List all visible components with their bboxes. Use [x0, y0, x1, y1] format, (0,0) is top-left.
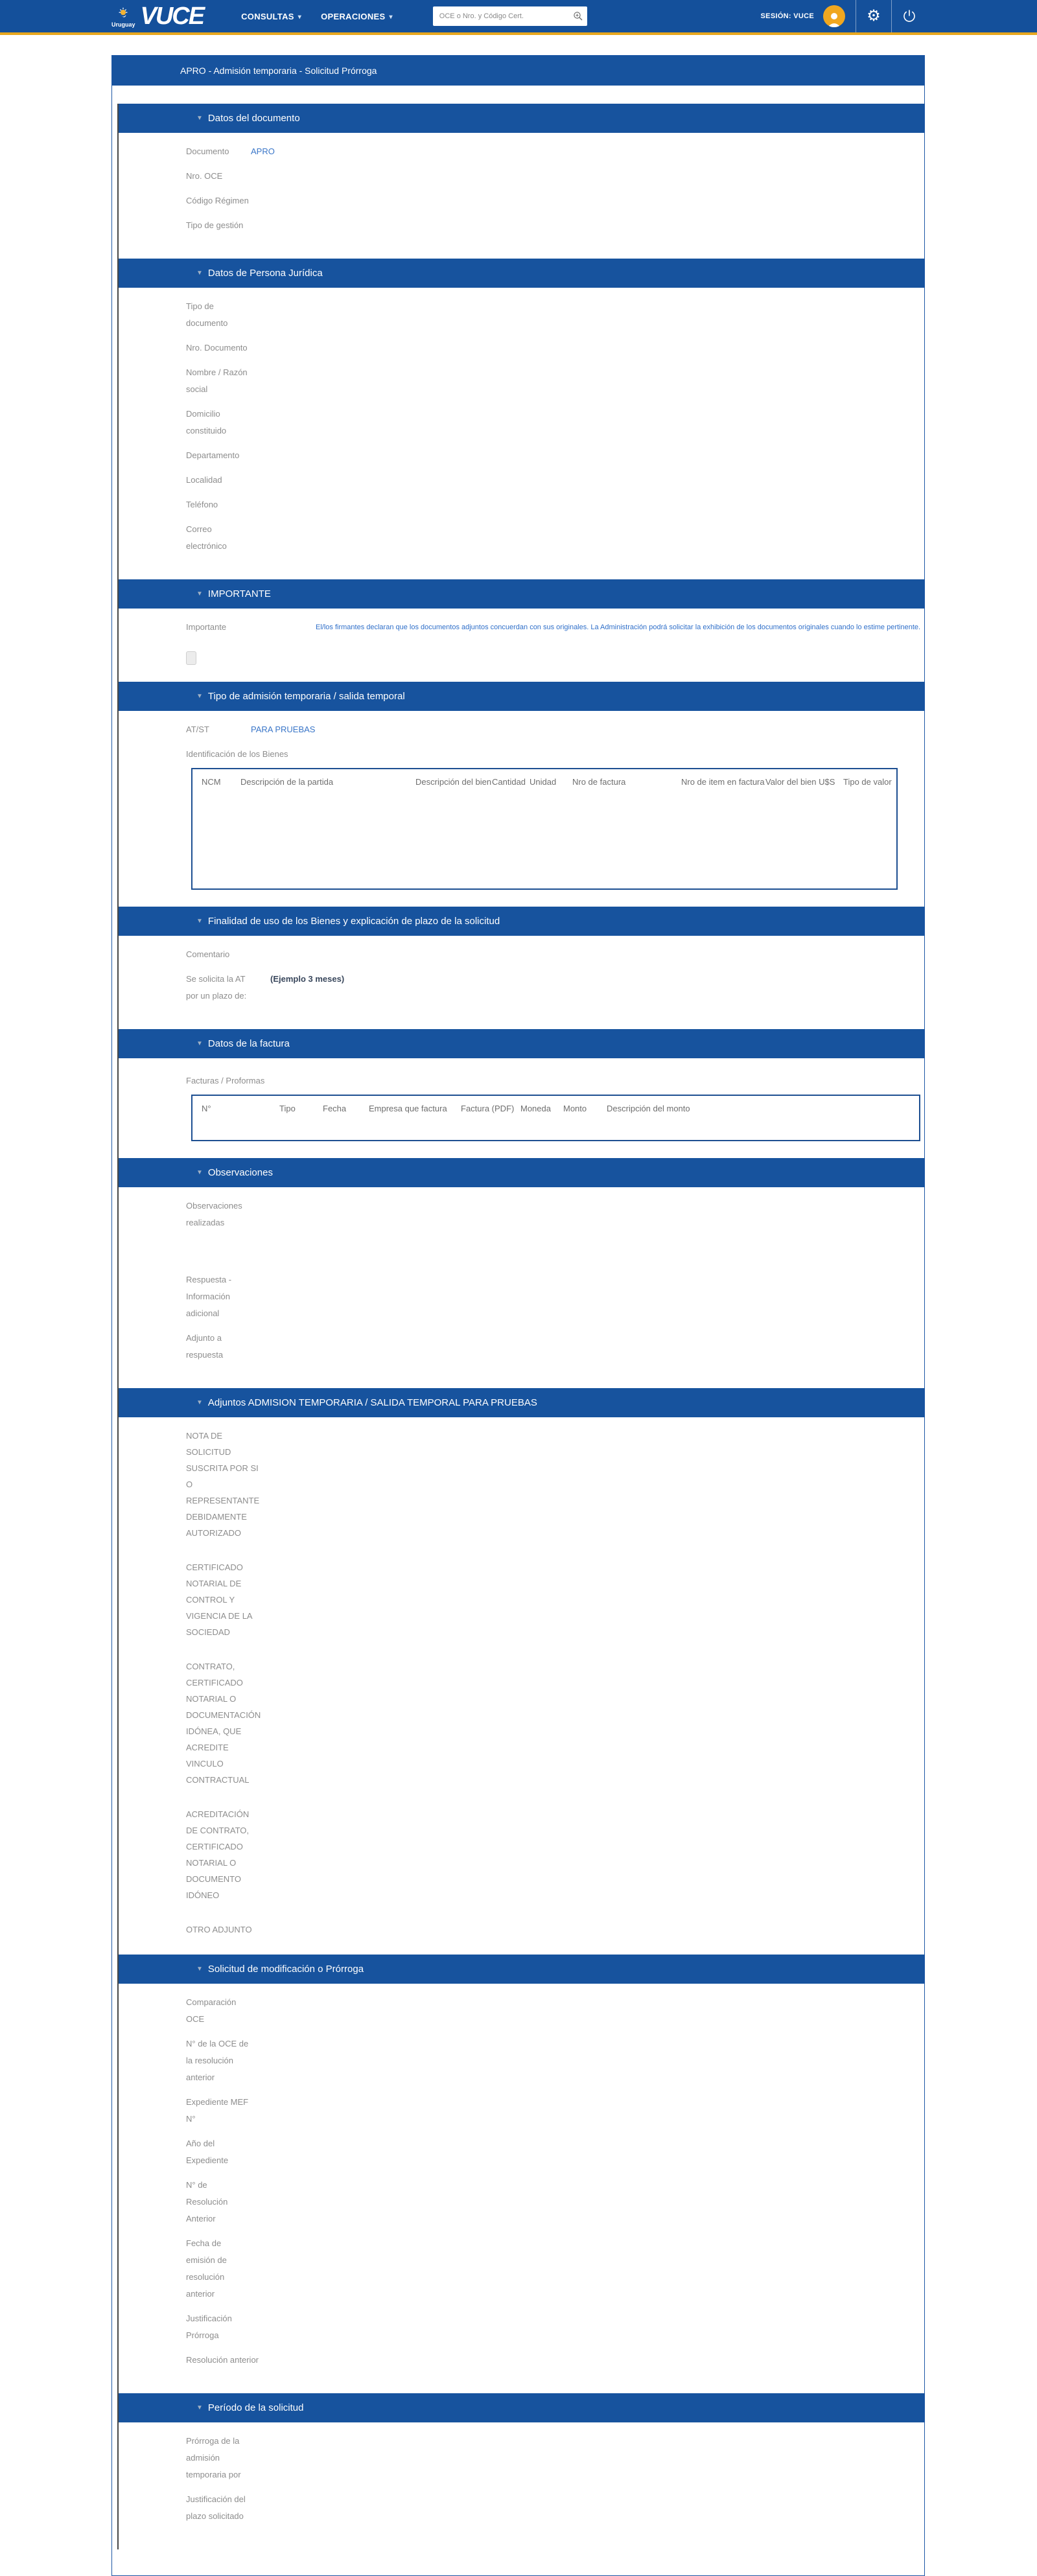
col-desc-monto: Descripción del monto — [607, 1104, 690, 1113]
sun-icon — [116, 6, 130, 21]
chevron-down-icon: ▾ — [297, 13, 302, 21]
section-title: Datos de la factura — [207, 1038, 290, 1049]
field-anio-expediente — [186, 2135, 924, 2169]
settings-button[interactable] — [856, 0, 891, 32]
col-nro-item: Nro de item en factura — [681, 777, 765, 787]
field-label: Justificación Prórroga — [186, 2314, 232, 2340]
section-finalidad — [119, 907, 924, 1029]
field-tipo-documento — [186, 298, 924, 332]
field-nro-oce — [186, 168, 924, 185]
field-adjunto-respuesta — [186, 1330, 924, 1363]
section-title: Adjuntos ADMISION TEMPORARIA / SALIDA TEMPORAL PARA PRUEBAS — [207, 1397, 537, 1408]
col-factura-pdf: Factura (PDF) — [461, 1104, 515, 1113]
collapse-triangle-icon: ▼ — [196, 1399, 203, 1406]
facturas-table — [191, 1095, 920, 1141]
collapse-triangle-icon: ▼ — [196, 590, 203, 598]
collapse-triangle-icon: ▼ — [196, 115, 203, 122]
search-icon[interactable] — [573, 11, 583, 21]
section-periodo — [119, 2393, 924, 2549]
section-header-datos-documento[interactable] — [119, 104, 924, 133]
field-documento — [186, 143, 924, 160]
field-oce-resolucion-anterior — [186, 2036, 924, 2086]
field-justificacion-prorroga — [186, 2310, 924, 2344]
field-plazo-at — [186, 971, 924, 1004]
section-observaciones — [119, 1158, 924, 1388]
field-label: Nro. OCE — [186, 171, 223, 181]
field-codigo-regimen — [186, 192, 924, 209]
section-title: Datos de Persona Jurídica — [207, 268, 323, 279]
field-departamento — [186, 447, 924, 464]
section-header-observaciones[interactable] — [119, 1158, 924, 1187]
field-tipo-gestion — [186, 217, 924, 234]
col-valor-bien: Valor del bien U$S — [765, 777, 835, 787]
adjunto-item-otro: OTRO ADJUNTO — [186, 1925, 252, 1934]
field-label: Observaciones realizadas — [186, 1201, 242, 1227]
field-label: N° de Resolución Anterior — [186, 2180, 228, 2223]
nav-right — [761, 0, 927, 32]
field-label: Justificación del plazo solicitado — [186, 2494, 246, 2521]
col-moneda: Moneda — [520, 1104, 551, 1113]
adjunto-item-certificado-notarial: CERTIFICADO NOTARIAL DE CONTROL Y VIGENCIA DE LA SOCIEDAD — [186, 1562, 252, 1637]
col-tipo-valor: Tipo de valor — [843, 777, 892, 787]
declaration-text: El/los firmantes declaran que los documentos adjuntos concuerdan con sus originales. La Administración podrá solicitar la exhibición de los documentos originales cuando lo estime pertinente. — [316, 623, 921, 631]
collapse-triangle-icon: ▼ — [196, 270, 203, 277]
section-header-importante[interactable] — [119, 579, 924, 609]
section-title: Período de la solicitud — [207, 2402, 304, 2413]
top-navbar — [0, 0, 1037, 35]
field-label: Tipo de gestión — [186, 220, 244, 230]
power-icon — [902, 9, 916, 23]
chevron-down-icon: ▾ — [389, 13, 393, 21]
field-correo — [186, 521, 924, 555]
section-header-adjuntos[interactable] — [119, 1388, 924, 1417]
field-label: Resolución anterior — [186, 2355, 259, 2365]
section-modificacion — [119, 1955, 924, 2393]
bienes-table — [191, 768, 898, 890]
col-unidad: Unidad — [530, 777, 557, 787]
field-label: AT/ST — [186, 725, 209, 734]
section-title: Observaciones — [207, 1167, 273, 1178]
menu-operaciones-label: OPERACIONES — [321, 11, 386, 21]
section-header-periodo[interactable] — [119, 2393, 924, 2422]
section-adjuntos — [119, 1388, 924, 1955]
section-header-finalidad[interactable] — [119, 907, 924, 936]
field-nro-documento — [186, 340, 924, 356]
collapse-triangle-icon: ▼ — [196, 2404, 203, 2411]
field-expediente-mef — [186, 2094, 924, 2128]
field-label: N° de la OCE de la resolución anterior — [186, 2039, 249, 2082]
search-wrap — [433, 6, 587, 26]
col-ncm: NCM — [202, 777, 221, 787]
documento-link[interactable]: APRO — [251, 146, 275, 156]
field-label: Correo electrónico — [186, 524, 227, 551]
field-label: Nro. Documento — [186, 343, 248, 353]
section-header-tipo-at[interactable] — [119, 682, 924, 711]
field-label: Teléfono — [186, 500, 218, 509]
adjunto-item-nota-solicitud: NOTA DE SOLICITUD SUSCRITA POR SI O REPRESENTANTE DEBIDAMENTE AUTORIZADO — [186, 1431, 260, 1538]
adjunto-item-acreditacion: ACREDITACIÓN DE CONTRATO, CERTIFICADO NOTARIAL O DOCUMENTO IDÓNEO — [186, 1809, 250, 1900]
field-comparacion-oce — [186, 1994, 924, 2028]
field-nro-resolucion-anterior — [186, 2177, 924, 2227]
adjunto-item-contrato: CONTRATO, CERTIFICADO NOTARIAL O DOCUMENTACIÓN IDÓNEA, QUE ACREDITE VINCULO CONTRACTUAL — [186, 1662, 261, 1785]
section-datos-documento — [119, 104, 924, 259]
field-domicilio — [186, 406, 924, 439]
col-cantidad: Cantidad — [492, 777, 526, 787]
section-factura — [119, 1029, 924, 1158]
field-label: Fecha de emisión de resolución anterior — [186, 2238, 227, 2299]
col-nro-factura: Nro de factura — [572, 777, 626, 787]
menu-consultas-label: CONSULTAS — [241, 11, 294, 21]
section-title: Datos del documento — [207, 113, 300, 124]
page-title: APRO - Admisión temporaria - Solicitud Prórroga — [112, 56, 924, 86]
field-prorroga-at-por — [186, 2433, 924, 2483]
plazo-ejemplo-value: (Ejemplo 3 meses) — [270, 974, 345, 984]
menu-consultas[interactable] — [241, 12, 301, 21]
col-desc-bien: Descripción del bien — [415, 777, 492, 787]
section-header-factura[interactable] — [119, 1029, 924, 1058]
field-at-st — [186, 721, 924, 738]
col-desc-partida: Descripción de la partida — [240, 777, 334, 787]
field-label: Respuesta - Información adicional — [186, 1275, 232, 1318]
collapse-triangle-icon: ▼ — [196, 1169, 203, 1176]
section-header-modificacion[interactable] — [119, 1955, 924, 1984]
at-st-value-link[interactable]: PARA PRUEBAS — [251, 725, 316, 734]
menu-operaciones[interactable] — [321, 12, 393, 21]
gear-icon: ⚙ — [867, 7, 881, 25]
form-card — [111, 55, 925, 2576]
field-label: Adjunto a respuesta — [186, 1333, 224, 1360]
section-title: Finalidad de uso de los Bienes y explicación de plazo de la solicitud — [207, 916, 500, 927]
field-justificacion-plazo — [186, 2491, 924, 2525]
section-title: Solicitud de modificación o Prórroga — [207, 1964, 364, 1975]
field-fecha-emision — [186, 2235, 924, 2303]
col-empresa: Empresa que factura — [369, 1104, 447, 1113]
section-title: IMPORTANTE — [207, 588, 271, 599]
field-observaciones-realizadas — [186, 1198, 924, 1231]
nav-menus — [241, 12, 393, 21]
logout-button[interactable] — [892, 0, 927, 32]
collapse-triangle-icon: ▼ — [196, 693, 203, 700]
search-input[interactable] — [433, 6, 587, 26]
field-resolucion-anterior — [186, 2352, 924, 2369]
section-importante — [119, 579, 924, 682]
field-razon-social — [186, 364, 924, 398]
field-telefono — [186, 496, 924, 513]
person-icon — [826, 10, 843, 27]
field-label: Tipo de documento — [186, 301, 228, 328]
brand-name: VUCE — [140, 3, 204, 30]
field-label: Documento — [186, 146, 229, 156]
field-label: Prórroga de la admisión temporaria por — [186, 2436, 241, 2479]
session-label: SESIÓN: VUCE — [760, 12, 814, 20]
section-header-persona-juridica[interactable] — [119, 259, 924, 288]
field-label: Comentario — [186, 949, 230, 959]
field-importante — [186, 619, 924, 636]
field-label: Nombre / Razón social — [186, 367, 248, 394]
col-monto: Monto — [563, 1104, 587, 1113]
field-label: Se solicita la AT por un plazo de: — [186, 974, 247, 1001]
col-numero: N° — [202, 1104, 211, 1113]
section-tipo-at — [119, 682, 924, 907]
brand-country: Uruguay — [111, 21, 135, 28]
field-label: Año del Expediente — [186, 2139, 229, 2165]
field-localidad — [186, 472, 924, 489]
collapse-triangle-icon: ▼ — [196, 1040, 203, 1047]
field-label: Importante — [186, 622, 227, 632]
field-label: Expediente MEF N° — [186, 2097, 249, 2124]
field-label: Domicilio constituido — [186, 409, 227, 435]
declaration-checkbox[interactable] — [186, 651, 196, 665]
user-avatar[interactable] — [823, 5, 845, 27]
field-label: Departamento — [186, 450, 240, 460]
section-title: Tipo de admisión temporaria / salida temporal — [207, 691, 405, 702]
section-persona-juridica — [119, 259, 924, 579]
field-label: Localidad — [186, 475, 222, 485]
col-tipo: Tipo — [279, 1104, 296, 1113]
field-label: Código Régimen — [186, 196, 249, 205]
facturas-table-label: Facturas / Proformas — [186, 1076, 265, 1085]
vuce-logo[interactable] — [111, 5, 204, 28]
bienes-table-label: Identificación de los Bienes — [186, 749, 288, 759]
field-respuesta-info — [186, 1271, 924, 1322]
collapse-triangle-icon: ▼ — [196, 1966, 203, 1973]
field-label: Comparación OCE — [186, 1997, 237, 2024]
field-comentario — [186, 946, 924, 963]
collapse-triangle-icon: ▼ — [196, 918, 203, 925]
col-fecha: Fecha — [323, 1104, 347, 1113]
